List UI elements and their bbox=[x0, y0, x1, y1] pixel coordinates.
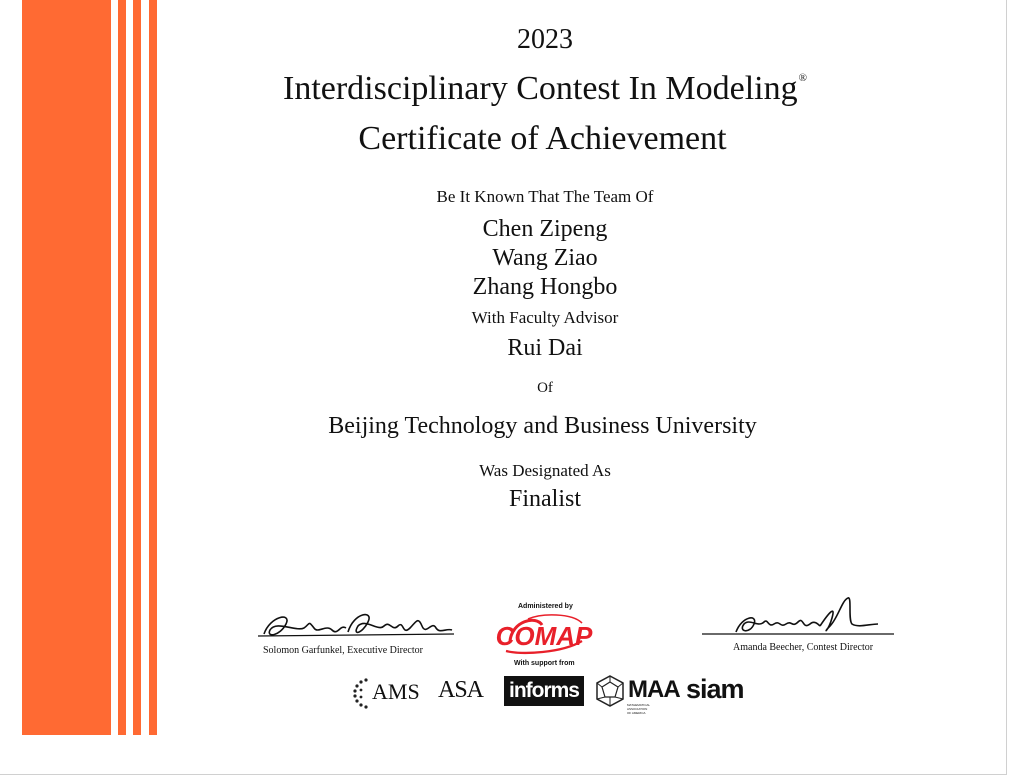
administered-by-label: Administered by bbox=[518, 603, 573, 610]
signature-left bbox=[256, 606, 456, 648]
signature-right-caption: Amanda Beecher, Contest Director bbox=[733, 642, 874, 653]
maa-subtitle: MATHEMATICAL ASSOCIATION OF AMERICA bbox=[627, 703, 650, 715]
intro-text: Be It Known That The Team Of bbox=[436, 187, 654, 206]
team-member: Zhang Hongbo bbox=[472, 274, 618, 300]
team-member: Chen Zipeng bbox=[482, 216, 608, 242]
advisor-label: With Faculty Advisor bbox=[471, 308, 619, 327]
team-member: Wang Ziao bbox=[492, 245, 598, 271]
certificate-title: Certificate of Achievement bbox=[358, 120, 727, 157]
siam-logo: siam bbox=[686, 674, 744, 704]
ams-logo: AMS bbox=[372, 679, 420, 704]
comap-logo bbox=[495, 611, 593, 662]
signature-right bbox=[702, 594, 897, 640]
registered-mark: ® bbox=[798, 72, 807, 84]
contest-year: 2023 bbox=[517, 24, 573, 55]
designation-label: Was Designated As bbox=[479, 461, 611, 480]
signature-left-caption: Solomon Garfunkel, Executive Director bbox=[263, 645, 423, 656]
maa-logo-icon bbox=[594, 675, 626, 712]
maa-logo: MAA bbox=[628, 676, 680, 703]
orange-stripe-thin bbox=[149, 0, 157, 735]
ams-logo-icon bbox=[352, 676, 372, 713]
orange-stripe-wide bbox=[22, 0, 111, 735]
institution-name: Beijing Technology and Business University bbox=[328, 413, 757, 439]
svg-text:COMAP: COMAP bbox=[495, 621, 593, 651]
contest-name: Interdisciplinary Contest In Modeling® bbox=[283, 70, 807, 107]
informs-logo: informs bbox=[504, 676, 584, 706]
of-label: Of bbox=[537, 380, 553, 396]
orange-stripe-thin bbox=[118, 0, 126, 735]
asa-logo: ASA bbox=[438, 677, 484, 703]
designation-award: Finalist bbox=[508, 486, 581, 512]
advisor-name: Rui Dai bbox=[507, 335, 583, 361]
orange-stripe-thin bbox=[133, 0, 141, 735]
with-support-label: With support from bbox=[514, 660, 575, 667]
